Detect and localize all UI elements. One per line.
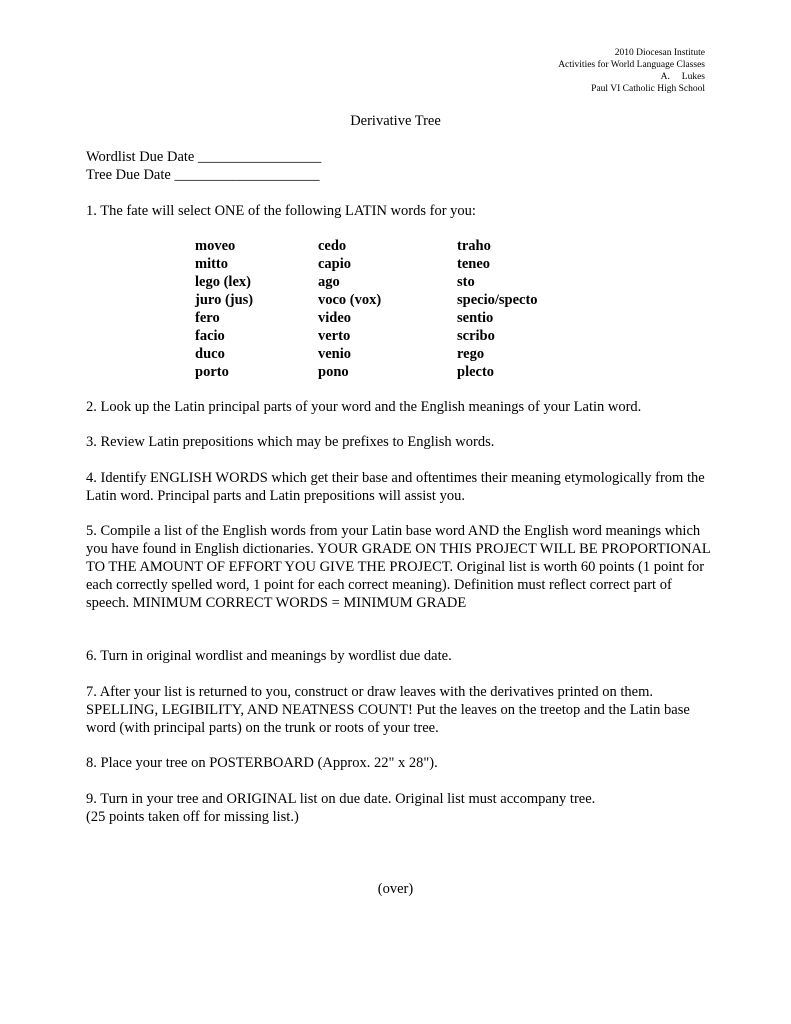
instruction-8	[86, 754, 711, 772]
latin-word: sentio	[457, 310, 494, 326]
table-row	[195, 291, 577, 309]
header-line: Paul VI Catholic High School	[591, 84, 705, 94]
instruction-9	[86, 790, 711, 808]
latin-word: voco (vox)	[318, 292, 382, 308]
instruction-text: 8. Place your tree on POSTERBOARD (Approx. 22" x 28").	[86, 755, 438, 771]
latin-word-table	[195, 237, 577, 381]
table-row	[195, 255, 577, 273]
header-line: Activities for World Language Classes	[558, 60, 705, 70]
instruction-text: 1. The fate will select ONE of the following LATIN words for you:	[86, 203, 476, 219]
latin-word: mitto	[195, 256, 229, 272]
instruction-text: 3. Review Latin prepositions which may be prefixes to English words.	[86, 434, 495, 450]
latin-word: lego (lex)	[195, 274, 251, 290]
instruction-5	[86, 522, 711, 612]
instruction-7	[86, 683, 711, 737]
latin-word: ago	[318, 274, 340, 290]
latin-word: teneo	[457, 256, 491, 272]
instruction-6	[86, 647, 711, 665]
latin-word: specio/specto	[457, 292, 538, 308]
instruction-2	[86, 398, 711, 416]
latin-word: cedo	[318, 238, 347, 254]
latin-word: sto	[457, 274, 475, 290]
latin-word: capio	[318, 256, 352, 272]
instruction-3	[86, 433, 711, 451]
header-block	[558, 47, 705, 95]
latin-word: traho	[457, 238, 491, 254]
tree-due-date: Tree Due Date ____________________	[86, 167, 320, 183]
page-title: Derivative Tree	[350, 113, 441, 129]
table-row	[195, 237, 577, 255]
latin-word: facio	[195, 328, 225, 344]
instruction-4	[86, 469, 711, 505]
instruction-9-note	[86, 808, 711, 826]
header-line: 2010 Diocesan Institute	[614, 48, 705, 58]
table-row	[195, 363, 577, 381]
instruction-text: 5. Compile a list of the English words from your Latin base word AND the English word meanings which you have found in English dictionaries. YOUR GRADE ON THIS PROJECT WILL BE PROPORTIONAL TO THE AMOUNT OF EFFORT YOU GIVE THE PROJECT. Original list is worth 60 points (1 point for each correctly spelled word, 1 point for each correct meaning). Definition must reflect correct part of speech. MINIMUM CORRECT WORDS = MINIMUM GRADE	[86, 523, 711, 611]
latin-word: porto	[195, 364, 229, 380]
instruction-text: 9. Turn in your tree and ORIGINAL list on due date. Original list must accompany tree.	[86, 791, 596, 807]
latin-word: rego	[457, 346, 485, 362]
instruction-text: 7. After your list is returned to you, construct or draw leaves with the derivatives printed on them. SPELLING, LEGIBILITY, AND NEATNESS COUNT! Put the leaves on the treetop and the Latin base word (with principal parts) on the trunk or roots of your tree.	[86, 684, 690, 736]
table-row	[195, 327, 577, 345]
latin-word: scribo	[457, 328, 495, 344]
header-line: A. Lukes	[660, 72, 705, 82]
latin-word: duco	[195, 346, 225, 362]
latin-word: plecto	[457, 364, 495, 380]
wordlist-due-date: Wordlist Due Date _________________	[86, 149, 322, 165]
latin-word: moveo	[195, 238, 236, 254]
latin-word: juro (jus)	[195, 292, 254, 308]
page-footer: (over)	[377, 881, 414, 897]
instruction-text: 6. Turn in original wordlist and meanings by wordlist due date.	[86, 648, 452, 664]
latin-word: verto	[318, 328, 351, 344]
instruction-1	[86, 202, 711, 220]
table-row	[195, 345, 577, 363]
instruction-text: (25 points taken off for missing list.)	[86, 809, 299, 825]
latin-word: fero	[195, 310, 220, 326]
latin-word: pono	[318, 364, 349, 380]
latin-word: video	[318, 310, 352, 326]
instruction-text: 4. Identify ENGLISH WORDS which get their base and oftentimes their meaning etymologically from the Latin word. Principal parts and Latin prepositions will assist you.	[86, 470, 705, 504]
latin-word: venio	[318, 346, 352, 362]
instruction-text: 2. Look up the Latin principal parts of your word and the English meanings of your Latin word.	[86, 399, 642, 415]
table-row	[195, 309, 577, 327]
table-row	[195, 273, 577, 291]
due-dates	[86, 148, 321, 184]
